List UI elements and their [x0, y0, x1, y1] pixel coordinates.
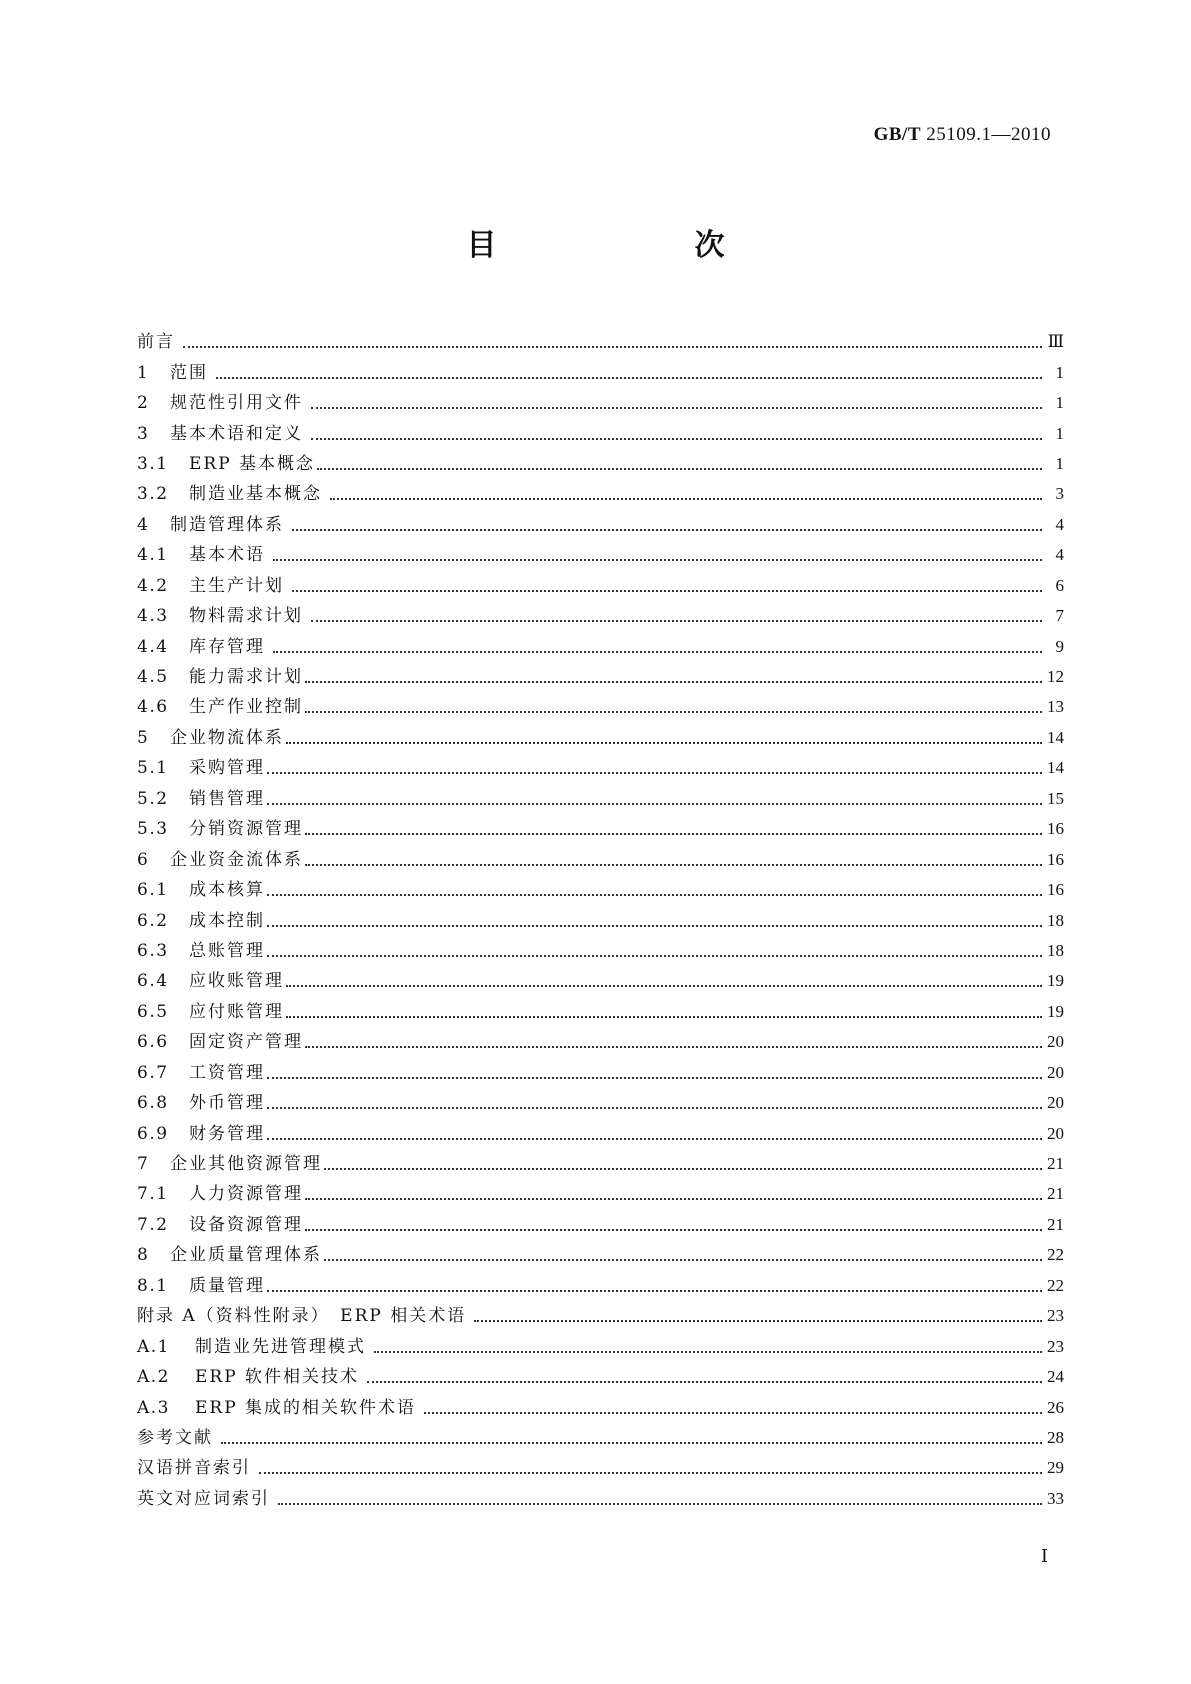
toc-entry[interactable] — [137, 449, 1064, 479]
toc-entry-number: 2 — [137, 393, 150, 414]
toc-entry-number: 5.1 — [137, 758, 169, 779]
standard-prefix: GB/T — [873, 124, 921, 145]
toc-entry-number: 6.8 — [137, 1093, 169, 1114]
toc-entry[interactable] — [137, 510, 1064, 540]
toc-entry-page: 13 — [1047, 697, 1064, 717]
toc-entry-number: 4 — [137, 514, 150, 535]
toc-entry-label — [137, 1276, 265, 1296]
toc-entry-page: 12 — [1047, 667, 1064, 687]
toc-entry-title: 制造管理体系 — [170, 514, 284, 535]
toc-dot-leader — [317, 468, 1042, 470]
toc-entry-page: 21 — [1047, 1184, 1064, 1204]
toc-entry-page: 26 — [1047, 1397, 1064, 1417]
toc-entry-title: 成本控制 — [189, 910, 265, 931]
toc-entry[interactable] — [137, 784, 1064, 814]
toc-entry-page: 1 — [1055, 453, 1064, 473]
toc-entry-number: 8 — [137, 1245, 150, 1266]
toc-entry-number: A.1 — [137, 1336, 170, 1357]
toc-entry[interactable] — [137, 601, 1064, 631]
toc-entry-number: 4.3 — [137, 606, 169, 627]
toc-entry[interactable] — [137, 388, 1064, 418]
toc-entry-page: 1 — [1055, 362, 1064, 382]
toc-entry-title: 制造业先进管理模式 — [195, 1336, 366, 1357]
toc-entry-label — [137, 1154, 322, 1174]
toc-dot-leader — [324, 1168, 1042, 1170]
toc-entry-label — [137, 941, 265, 961]
toc-entry-label — [137, 606, 303, 626]
toc-entry-page: 7 — [1055, 606, 1064, 626]
toc-entry-title: ERP 基本概念 — [189, 453, 316, 474]
toc-entry-number: A.3 — [137, 1397, 170, 1418]
toc-entry-label — [137, 515, 284, 535]
toc-entry-page: 19 — [1047, 971, 1064, 991]
toc-entry-label — [137, 1489, 270, 1509]
toc-entry-title: 库存管理 — [189, 636, 265, 657]
toc-entry[interactable] — [137, 1149, 1064, 1179]
toc-entry-page: 21 — [1047, 1154, 1064, 1174]
toc-entry-title: 物料需求计划 — [189, 606, 303, 627]
toc-entry-label — [137, 1428, 213, 1448]
toc-dot-leader — [216, 377, 1042, 379]
toc-entry-title: 基本术语 — [189, 545, 265, 566]
toc-dot-leader — [267, 925, 1042, 927]
toc-entry-number: 3 — [137, 423, 150, 444]
toc-dot-leader — [311, 620, 1042, 622]
toc-entry-page: 6 — [1055, 575, 1064, 595]
toc-entry[interactable] — [137, 1210, 1064, 1240]
toc-dot-leader — [286, 985, 1042, 987]
toc-entry-page: 29 — [1047, 1458, 1064, 1478]
toc-dot-leader — [273, 651, 1042, 653]
toc-entry-title: 前言 — [137, 332, 175, 353]
toc-entry-title: 质量管理 — [189, 1275, 265, 1296]
toc-entry-title: 制造业基本概念 — [189, 484, 322, 505]
toc-dot-leader — [183, 346, 1042, 348]
toc-dot-leader — [221, 1442, 1042, 1444]
toc-entry-title: 汉语拼音索引 — [137, 1458, 251, 1479]
toc-entry[interactable] — [137, 418, 1064, 448]
toc-entry-page: 33 — [1047, 1488, 1064, 1508]
toc-entry-label — [137, 484, 322, 504]
toc-entry-title: 参考文献 — [137, 1427, 213, 1448]
toc-entry-label — [137, 728, 284, 748]
toc-dot-leader — [305, 1046, 1042, 1048]
toc-entry-title: 范围 — [170, 362, 208, 383]
toc-entry-label — [137, 1093, 265, 1113]
toc-dot-leader — [267, 803, 1042, 805]
toc-entry-title: 企业其他资源管理 — [170, 1154, 322, 1175]
toc-entry-number: 4.6 — [137, 697, 169, 718]
toc-entry-label — [137, 1063, 265, 1083]
toc-entry[interactable] — [137, 1271, 1064, 1301]
toc-entry[interactable] — [137, 1484, 1064, 1514]
toc-entry-label — [137, 697, 303, 717]
toc-entry-page: 23 — [1047, 1336, 1064, 1356]
toc-entry-page: 16 — [1047, 880, 1064, 900]
toc-entry[interactable] — [137, 1362, 1064, 1392]
toc-entry-number: 7.1 — [137, 1184, 169, 1205]
toc-entry-number: 3.2 — [137, 484, 169, 505]
toc-entry[interactable] — [137, 844, 1064, 874]
toc-dot-leader — [286, 1016, 1042, 1018]
toc-entry-title: 应付账管理 — [189, 1001, 284, 1022]
toc-entry-label — [137, 1184, 303, 1204]
toc-entry[interactable] — [137, 875, 1064, 905]
toc-dot-leader — [267, 955, 1042, 957]
toc-entry-number: 6.5 — [137, 1001, 169, 1022]
toc-entry-label — [137, 1337, 366, 1357]
toc-entry-title: 采购管理 — [189, 758, 265, 779]
toc-entry-page: 16 — [1047, 819, 1064, 839]
toc-entry-page: 18 — [1047, 940, 1064, 960]
toc-entry-number: 6.7 — [137, 1062, 169, 1083]
toc-entry-page: 20 — [1047, 1032, 1064, 1052]
toc-dot-leader — [273, 559, 1042, 561]
toc-entry-page: 24 — [1047, 1367, 1064, 1387]
toc-entry-title: 销售管理 — [189, 788, 265, 809]
toc-entry-label — [137, 545, 265, 565]
toc-entry[interactable] — [137, 753, 1064, 783]
toc-entry-title: 分销资源管理 — [189, 819, 303, 840]
toc-entry-page: 1 — [1055, 393, 1064, 413]
toc-entry-label — [137, 637, 265, 657]
toc-entry-title: 总账管理 — [189, 940, 265, 961]
toc-dot-leader — [305, 1229, 1042, 1231]
toc-entry-title: 工资管理 — [189, 1062, 265, 1083]
toc-entry-number: 6.9 — [137, 1123, 169, 1144]
toc-entry-number: 7.2 — [137, 1214, 169, 1235]
toc-entry-title: 英文对应词索引 — [137, 1488, 270, 1509]
toc-entry-title: 财务管理 — [189, 1123, 265, 1144]
toc-entry-page: 14 — [1047, 758, 1064, 778]
toc-entry[interactable] — [137, 662, 1064, 692]
toc-dot-leader — [267, 1138, 1042, 1140]
toc-entry[interactable] — [137, 571, 1064, 601]
toc-entry-label — [137, 1124, 265, 1144]
toc-entry-page: Ⅲ — [1047, 332, 1064, 352]
toc-entry-label — [137, 1215, 303, 1235]
toc-entry[interactable] — [137, 692, 1064, 722]
toc-entry-number: A.2 — [137, 1367, 170, 1388]
toc-dot-leader — [330, 498, 1042, 500]
toc-dot-leader — [259, 1472, 1042, 1474]
toc-entry-title: 主生产计划 — [189, 575, 284, 596]
toc-entry-page: 15 — [1047, 788, 1064, 808]
toc-entry-title: 人力资源管理 — [189, 1184, 303, 1205]
toc-entry-page: 18 — [1047, 910, 1064, 930]
toc-entry[interactable] — [137, 1027, 1064, 1057]
toc-entry-label — [137, 789, 265, 809]
toc-entry-label — [137, 424, 303, 444]
toc-entry-title: 外币管理 — [189, 1093, 265, 1114]
toc-entry-page: 21 — [1047, 1214, 1064, 1234]
toc-entry-label — [137, 850, 303, 870]
toc-entry-title: 附录 A（资料性附录） ERP 相关术语 — [137, 1306, 467, 1327]
toc-dot-leader — [278, 1503, 1042, 1505]
toc-entry-label — [137, 332, 175, 352]
toc-entry-page: 4 — [1055, 514, 1064, 534]
toc-entry[interactable] — [137, 1392, 1064, 1422]
toc-entry-number: 6.4 — [137, 971, 169, 992]
toc-entry-page: 20 — [1047, 1062, 1064, 1082]
toc-entry-label — [137, 819, 303, 839]
toc-entry[interactable] — [137, 966, 1064, 996]
toc-entry-number: 6.6 — [137, 1032, 169, 1053]
toc-entry[interactable] — [137, 479, 1064, 509]
toc-entry-title: 企业物流体系 — [170, 727, 284, 748]
toc-dot-leader — [305, 681, 1042, 683]
toc-entry[interactable] — [137, 723, 1064, 753]
toc-entry-title: 企业资金流体系 — [170, 849, 303, 870]
toc-dot-leader — [305, 833, 1042, 835]
toc-dot-leader — [267, 894, 1042, 896]
toc-entry-label — [137, 393, 303, 413]
toc-entry[interactable] — [137, 997, 1064, 1027]
toc-entry-number: 5 — [137, 727, 150, 748]
toc-entry-label — [137, 454, 315, 474]
toc-entry-title: ERP 集成的相关软件术语 — [195, 1397, 417, 1418]
toc-entry-number: 5.3 — [137, 819, 169, 840]
toc-entry-label — [137, 667, 303, 687]
toc-entry[interactable] — [137, 1179, 1064, 1209]
toc-dot-leader — [305, 711, 1042, 713]
toc-entry-title: 规范性引用文件 — [170, 393, 303, 414]
toc-entry-title: 固定资产管理 — [189, 1032, 303, 1053]
toc-dot-leader — [367, 1381, 1042, 1383]
toc-entry-number: 5.2 — [137, 788, 169, 809]
toc-entry[interactable] — [137, 327, 1064, 357]
toc-entry-number: 6.2 — [137, 910, 169, 931]
toc-entry-number: 4.4 — [137, 636, 169, 657]
toc-entry-number: 3.1 — [137, 453, 169, 474]
toc-entry-title: 能力需求计划 — [189, 667, 303, 688]
toc-dot-leader — [292, 529, 1042, 531]
toc-entry-title: 成本核算 — [189, 880, 265, 901]
toc-dot-leader — [292, 590, 1042, 592]
toc-dot-leader — [305, 1198, 1042, 1200]
toc-entry-number: 6 — [137, 849, 150, 870]
toc-entry-number: 7 — [137, 1154, 150, 1175]
toc-entry-label — [137, 971, 284, 991]
page-number: Ⅰ — [1040, 1546, 1048, 1566]
toc-dot-leader — [267, 1107, 1042, 1109]
toc-entry[interactable] — [137, 540, 1064, 570]
toc-entry-page: 9 — [1055, 636, 1064, 656]
toc-entry-page: 1 — [1055, 423, 1064, 443]
toc-entry-title: 基本术语和定义 — [170, 423, 303, 444]
toc-entry-number: 6.3 — [137, 940, 169, 961]
toc-entry[interactable] — [137, 1088, 1064, 1118]
toc-entry-label — [137, 1398, 416, 1418]
toc-dot-leader — [267, 772, 1042, 774]
toc-dot-leader — [474, 1320, 1042, 1322]
toc-entry-page: 16 — [1047, 849, 1064, 869]
toc-entry[interactable] — [137, 1453, 1064, 1483]
toc-entry-page: 20 — [1047, 1123, 1064, 1143]
standard-number: 25109.1—2010 — [926, 124, 1051, 145]
table-of-contents — [137, 327, 1064, 1514]
toc-entry-page: 22 — [1047, 1245, 1064, 1265]
toc-entry-number: 6.1 — [137, 880, 169, 901]
toc-dot-leader — [311, 407, 1042, 409]
toc-dot-leader — [267, 1290, 1042, 1292]
toc-entry-label — [137, 1367, 359, 1387]
toc-entry[interactable] — [137, 1058, 1064, 1088]
toc-title: 目 次 — [466, 228, 771, 263]
toc-dot-leader — [424, 1412, 1042, 1414]
toc-entry[interactable] — [137, 1118, 1064, 1148]
toc-entry-page: 14 — [1047, 727, 1064, 747]
toc-entry[interactable] — [137, 1301, 1064, 1331]
toc-entry-page: 28 — [1047, 1427, 1064, 1447]
toc-entry-title: 设备资源管理 — [189, 1214, 303, 1235]
toc-entry-number: 8.1 — [137, 1275, 169, 1296]
toc-entry[interactable] — [137, 905, 1064, 935]
toc-dot-leader — [374, 1351, 1042, 1353]
toc-dot-leader — [311, 438, 1042, 440]
toc-entry-label — [137, 880, 265, 900]
toc-entry-page: 3 — [1055, 484, 1064, 504]
toc-entry-number: 4.2 — [137, 575, 169, 596]
toc-entry-label — [137, 1002, 284, 1022]
toc-entry-number: 4.1 — [137, 545, 169, 566]
toc-entry-label — [137, 911, 265, 931]
toc-entry-label — [137, 1458, 251, 1478]
toc-entry-label — [137, 1245, 322, 1265]
toc-entry-label — [137, 758, 265, 778]
toc-entry[interactable] — [137, 936, 1064, 966]
toc-dot-leader — [305, 864, 1042, 866]
toc-entry-number: 4.5 — [137, 667, 169, 688]
toc-entry-page: 23 — [1047, 1306, 1064, 1326]
toc-entry[interactable] — [137, 1331, 1064, 1361]
toc-dot-leader — [324, 1259, 1042, 1261]
toc-entry-title: 生产作业控制 — [189, 697, 303, 718]
toc-entry-label — [137, 1032, 303, 1052]
toc-entry-label — [137, 1306, 466, 1326]
toc-entry[interactable] — [137, 814, 1064, 844]
toc-entry-number: 1 — [137, 362, 150, 383]
toc-entry-page: 4 — [1055, 545, 1064, 565]
toc-entry[interactable] — [137, 631, 1064, 661]
toc-entry-label — [137, 576, 284, 596]
toc-entry-label — [137, 363, 208, 383]
toc-entry-title: 应收账管理 — [189, 971, 284, 992]
toc-entry[interactable] — [137, 1423, 1064, 1453]
toc-dot-leader — [286, 742, 1042, 744]
toc-entry[interactable] — [137, 357, 1064, 387]
toc-entry-title: 企业质量管理体系 — [170, 1245, 322, 1266]
toc-dot-leader — [267, 1077, 1042, 1079]
toc-entry[interactable] — [137, 1240, 1064, 1270]
toc-entry-title: ERP 软件相关技术 — [195, 1367, 360, 1388]
standard-code — [874, 124, 1051, 146]
toc-entry-page: 20 — [1047, 1093, 1064, 1113]
toc-entry-page: 19 — [1047, 1001, 1064, 1021]
toc-entry-page: 22 — [1047, 1275, 1064, 1295]
